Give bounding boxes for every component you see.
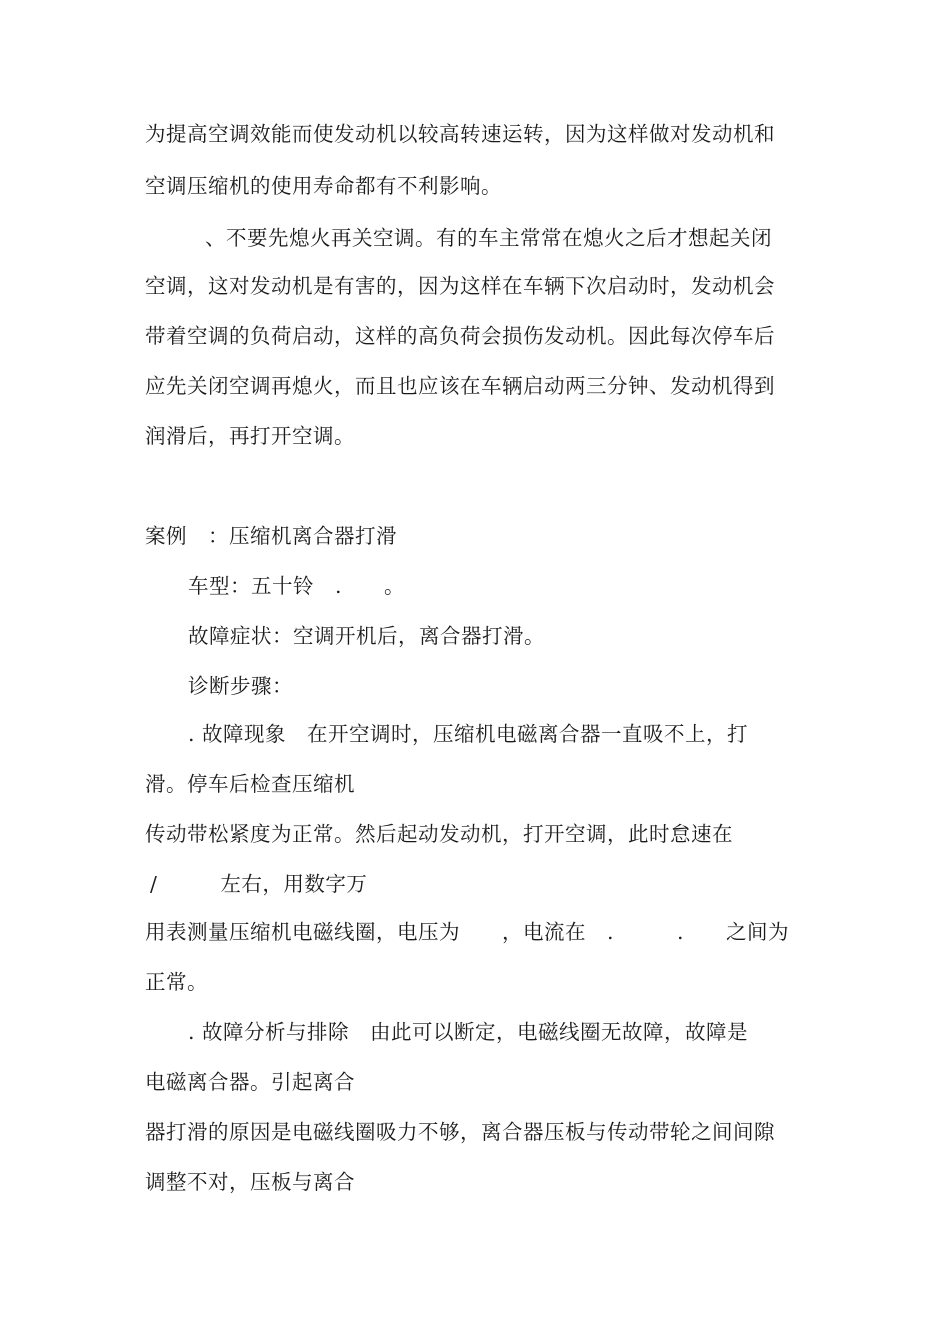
paragraph-line: 为提高空调效能而使发动机以较高转速运转，因为这样做对发动机和 <box>145 122 775 146</box>
paragraph-line: 调整不对，压板与离合 <box>145 1170 355 1194</box>
paragraph-line: 电磁离合器。引起离合 <box>145 1070 355 1094</box>
paragraph-line: 应先关闭空调再熄火，而且也应该在车辆启动两三分钟、发动机得到 <box>145 374 775 398</box>
paragraph-line: 润滑后，再打开空调。 <box>145 424 355 448</box>
paragraph-line: 滑。停车后检查压缩机 <box>145 772 355 796</box>
case-symptom: 故障症状：空调开机后，离合器打滑。 <box>188 624 545 648</box>
paragraph-line: 空调压缩机的使用寿命都有不利影响。 <box>145 174 502 198</box>
paragraph-line: 正常。 <box>145 970 208 994</box>
paragraph-line: / 左右，用数字万 <box>150 872 368 896</box>
case-steps-heading: 诊断步骤： <box>188 674 293 698</box>
paragraph-line: 器打滑的原因是电磁线圈吸力不够，离合器压板与传动带轮之间间隙 <box>145 1120 775 1144</box>
paragraph-line: . 故障现象 在开空调时，压缩机电磁离合器一直吸不上，打 <box>188 722 749 746</box>
paragraph-line: 带着空调的负荷启动，这样的高负荷会损伤发动机。因此每次停车后 <box>145 324 775 348</box>
case-vehicle: 车型：五十铃 . 。 <box>188 574 406 598</box>
paragraph-line: 空调，这对发动机是有害的，因为这样在车辆下次启动时，发动机会 <box>145 274 775 298</box>
case-heading: 案例 ：压缩机离合器打滑 <box>145 524 397 548</box>
paragraph-line: 传动带松紧度为正常。然后起动发动机，打开空调，此时怠速在 <box>145 822 733 846</box>
paragraph-line: 用表测量压缩机电磁线圈，电压为 ，电流在 . . 之间为 <box>145 920 790 944</box>
paragraph-line: 、不要先熄火再关空调。有的车主常常在熄火之后才想起关闭 <box>205 226 772 250</box>
paragraph-line: . 故障分析与排除 由此可以断定，电磁线圈无故障，故障是 <box>188 1020 749 1044</box>
